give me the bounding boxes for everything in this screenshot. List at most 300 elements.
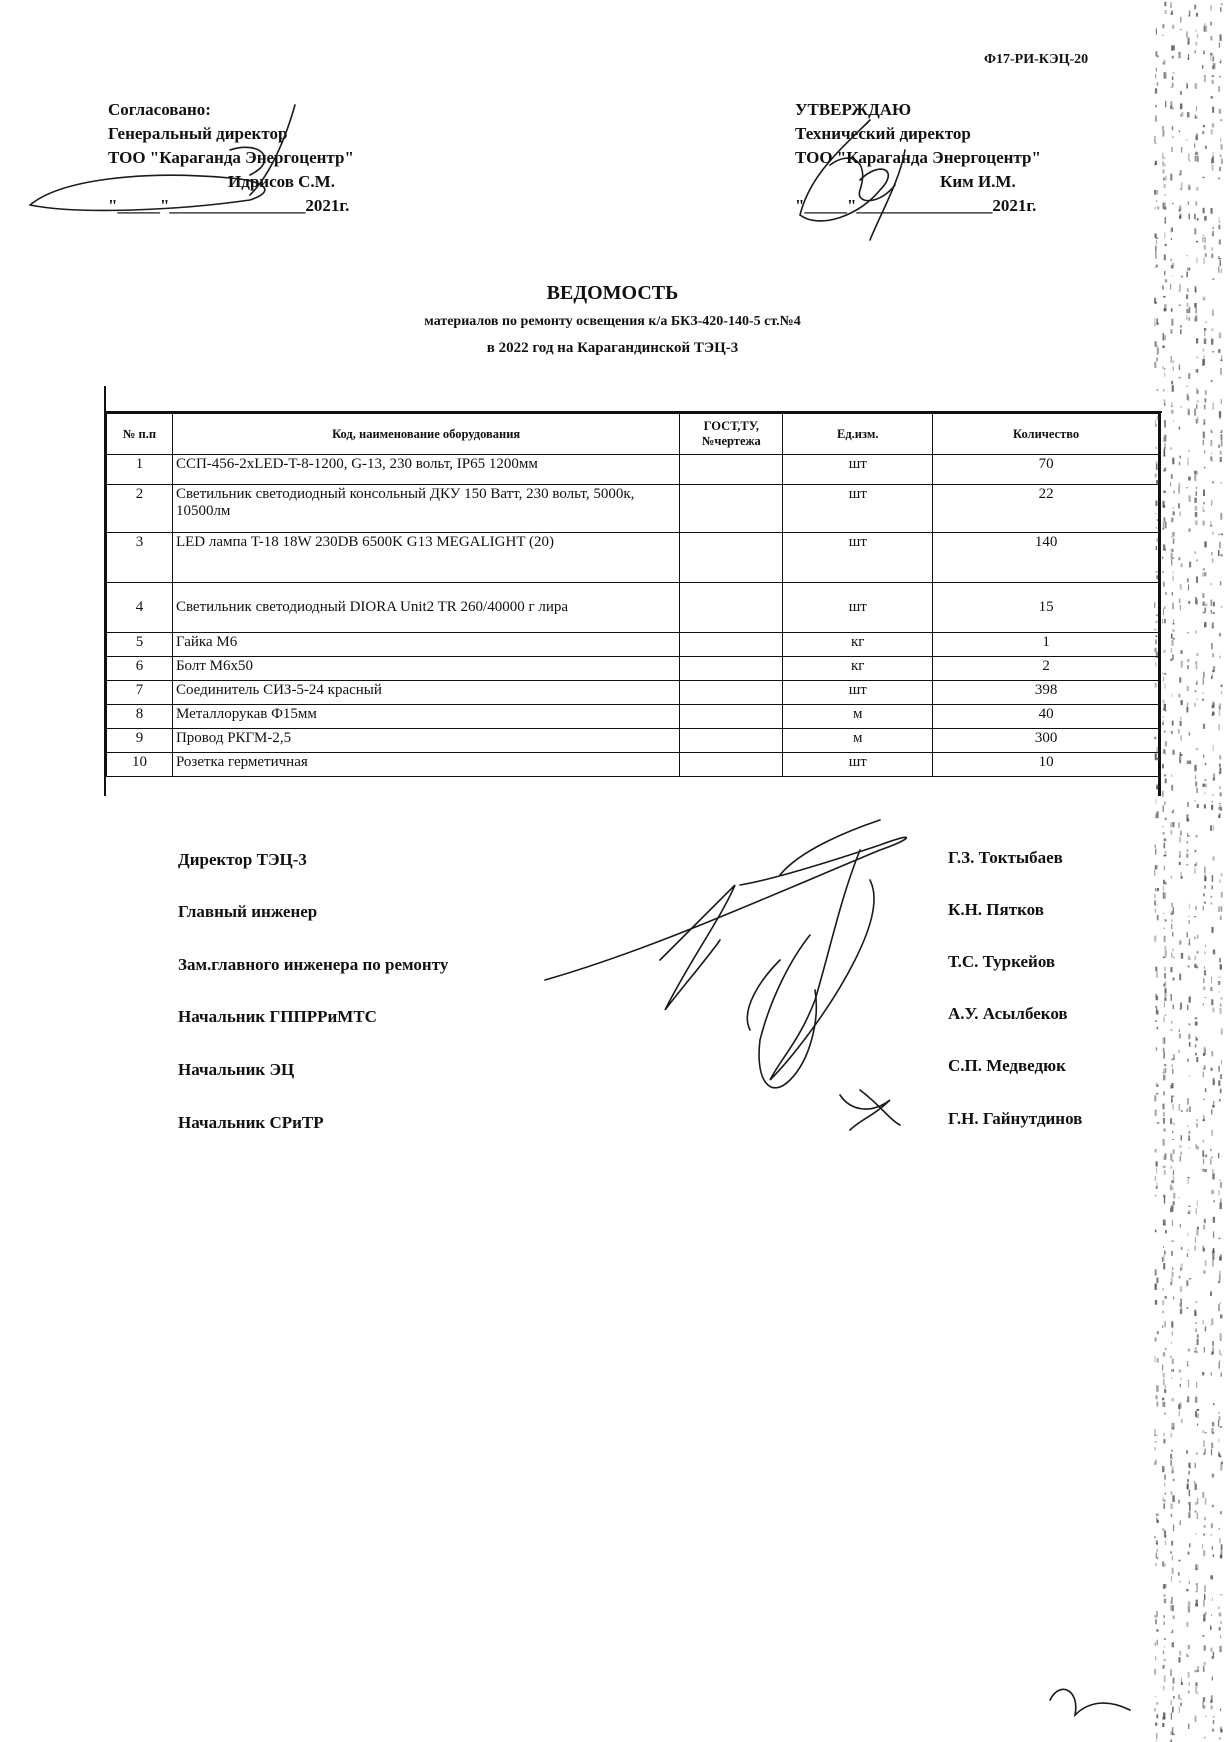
scan-noise-mark — [1155, 246, 1156, 252]
scan-noise-mark — [1219, 633, 1221, 637]
scan-noise-mark — [1163, 1104, 1165, 1110]
scan-noise-mark — [1156, 1518, 1157, 1523]
scan-noise-mark — [1203, 1119, 1205, 1121]
scan-noise-mark — [1213, 1231, 1214, 1237]
scan-noise-mark — [1203, 755, 1204, 758]
scan-noise-mark — [1173, 538, 1175, 544]
scan-noise-mark — [1179, 365, 1180, 371]
scan-noise-mark — [1197, 34, 1199, 39]
scan-noise-mark — [1186, 864, 1188, 866]
scan-noise-mark — [1164, 1412, 1166, 1415]
scan-noise-mark — [1173, 810, 1174, 813]
scan-noise-mark — [1173, 1369, 1174, 1372]
scan-noise-mark — [1163, 184, 1165, 188]
scan-noise-mark — [1188, 966, 1190, 968]
scan-noise-mark — [1164, 1170, 1166, 1175]
scan-noise-mark — [1186, 139, 1187, 140]
scan-noise-mark — [1165, 1541, 1167, 1546]
scan-noise-mark — [1204, 26, 1206, 32]
scan-noise-mark — [1170, 1669, 1171, 1676]
scan-noise-mark — [1181, 1682, 1183, 1685]
scan-noise-mark — [1179, 512, 1181, 516]
scan-noise-mark — [1156, 480, 1158, 485]
scan-noise-mark — [1164, 373, 1165, 377]
scan-noise-mark — [1220, 964, 1222, 969]
scan-noise-mark — [1173, 1170, 1174, 1175]
scan-noise-mark — [1172, 1187, 1174, 1191]
scan-noise-mark — [1204, 338, 1207, 344]
scan-noise-mark — [1163, 1263, 1165, 1269]
scan-noise-mark — [1172, 1556, 1173, 1561]
scan-noise-mark — [1164, 194, 1166, 195]
scan-noise-mark — [1172, 203, 1174, 204]
scan-noise-mark — [1211, 1524, 1213, 1529]
scan-noise-mark — [1173, 72, 1175, 73]
scan-noise-mark — [1172, 1495, 1175, 1502]
scan-noise-mark — [1220, 1635, 1221, 1638]
scan-noise-mark — [1164, 517, 1166, 521]
scan-noise-mark — [1163, 505, 1165, 508]
scan-noise-mark — [1189, 1510, 1191, 1511]
scan-noise-mark — [1165, 988, 1167, 994]
scan-noise-mark — [1205, 1154, 1207, 1157]
scan-noise-mark — [1156, 1168, 1157, 1174]
header-qty: Количество — [933, 414, 1160, 455]
scan-noise-mark — [1154, 753, 1156, 760]
scan-noise-mark — [1171, 559, 1172, 566]
scan-noise-mark — [1180, 91, 1182, 95]
scan-noise-mark — [1156, 265, 1158, 268]
scan-noise-mark — [1180, 456, 1181, 459]
scan-noise-mark — [1162, 35, 1163, 36]
scan-noise-mark — [1189, 734, 1190, 736]
scan-noise-mark — [1178, 1500, 1180, 1504]
cell-num: 5 — [107, 633, 173, 657]
signature-agreed — [30, 105, 295, 210]
scan-noise-mark — [1204, 966, 1205, 969]
scan-noise-mark — [1221, 399, 1222, 404]
scan-noise-mark — [1204, 1662, 1206, 1666]
document-subtitle: материалов по ремонту освещения к/а БКЗ-420-140-5 ст.№4 — [424, 314, 801, 329]
scan-noise-mark — [1205, 997, 1207, 998]
scan-noise-mark — [1203, 1099, 1204, 1101]
scan-noise-mark — [1203, 1003, 1204, 1005]
scan-noise-mark — [1162, 619, 1163, 624]
scan-noise-mark — [1171, 648, 1172, 653]
scan-noise-mark — [1154, 602, 1155, 608]
scan-noise-mark — [1156, 1563, 1157, 1566]
scan-noise-mark — [1219, 724, 1220, 730]
scan-noise-mark — [1211, 380, 1213, 382]
scan-noise-mark — [1187, 1400, 1188, 1402]
scan-noise-mark — [1170, 228, 1172, 233]
scan-noise-mark — [1171, 238, 1172, 240]
scan-noise-mark — [1180, 721, 1182, 726]
scan-noise-mark — [1156, 571, 1158, 573]
scan-noise-mark — [1211, 80, 1213, 84]
scan-noise-mark — [1219, 710, 1221, 716]
scan-noise-mark — [1187, 1307, 1189, 1309]
scan-noise-mark — [1154, 1669, 1156, 1675]
scan-noise-mark — [1218, 1420, 1219, 1427]
scan-noise-mark — [1180, 700, 1182, 705]
scan-noise-mark — [1163, 716, 1164, 718]
scan-noise-mark — [1205, 1169, 1207, 1172]
scan-noise-mark — [1210, 36, 1212, 40]
scan-noise-mark — [1172, 385, 1174, 392]
scan-noise-mark — [1163, 130, 1165, 137]
scan-noise-mark — [1210, 1627, 1212, 1630]
scan-noise-mark — [1172, 1605, 1174, 1611]
scan-noise-mark — [1189, 1148, 1190, 1149]
scan-noise-mark — [1165, 279, 1168, 282]
scan-noise-mark — [1196, 357, 1198, 359]
scan-noise-mark — [1156, 1395, 1158, 1399]
scan-noise-mark — [1221, 3, 1223, 5]
scan-noise-mark — [1188, 1606, 1190, 1613]
scan-noise-mark — [1165, 950, 1167, 956]
scan-noise-mark — [1172, 458, 1174, 465]
scan-noise-mark — [1189, 1131, 1191, 1134]
scan-noise-mark — [1156, 527, 1157, 528]
scan-noise-mark — [1165, 217, 1166, 224]
scan-noise-mark — [1163, 1072, 1164, 1073]
scan-noise-mark — [1212, 1341, 1214, 1346]
scan-noise-mark — [1172, 1427, 1174, 1430]
scan-noise-mark — [1220, 154, 1222, 157]
signature-approved — [800, 120, 905, 240]
scan-noise-mark — [1163, 1112, 1165, 1117]
scan-noise-mark — [1203, 612, 1205, 614]
cell-unit: шт — [783, 455, 933, 485]
approved-heading: УТВЕРЖДАЮ — [795, 100, 912, 119]
scan-noise-mark — [1162, 722, 1163, 725]
scan-noise-mark — [1179, 1034, 1181, 1039]
scan-noise-mark — [1180, 17, 1182, 23]
scan-noise-mark — [1171, 474, 1173, 479]
signatory-name: А.У. Асылбеков — [948, 1004, 1068, 1023]
scan-noise-mark — [1212, 233, 1214, 236]
scan-noise-mark — [1186, 303, 1188, 307]
scan-noise-mark — [1204, 877, 1206, 881]
scan-noise-mark — [1196, 1229, 1198, 1236]
scan-noise-mark — [1202, 1635, 1204, 1637]
scan-noise-mark — [1188, 1135, 1190, 1141]
scan-noise-mark — [1204, 330, 1205, 336]
scan-noise-mark — [1205, 945, 1206, 947]
scan-noise-mark — [1205, 146, 1207, 149]
scan-noise-mark — [1203, 906, 1204, 911]
scan-noise-mark — [1197, 1227, 1199, 1230]
scan-noise-mark — [1197, 1413, 1199, 1418]
scan-noise-mark — [1196, 1123, 1197, 1127]
scan-noise-mark — [1171, 356, 1172, 362]
scan-noise-mark — [1165, 1230, 1167, 1233]
scan-noise-mark — [1211, 254, 1213, 258]
scan-noise-mark — [1163, 700, 1165, 704]
scan-noise-mark — [1180, 650, 1182, 653]
scan-noise-mark — [1219, 418, 1221, 420]
scan-noise-mark — [1194, 800, 1195, 802]
scan-noise-mark — [1188, 1672, 1190, 1678]
scan-noise-mark — [1173, 1005, 1174, 1010]
scan-noise-mark — [1165, 522, 1167, 529]
cell-qty: 140 — [933, 533, 1160, 583]
scan-noise-mark — [1194, 214, 1196, 220]
scan-noise-mark — [1218, 550, 1220, 556]
scan-noise-mark — [1195, 690, 1197, 692]
scan-noise-mark — [1220, 581, 1222, 585]
scan-noise-mark — [1155, 1006, 1157, 1008]
scan-noise-mark — [1155, 683, 1157, 688]
approved-org: ТОО "Караганда Энергоцентр" — [795, 148, 1041, 167]
scan-noise-mark — [1173, 576, 1174, 581]
scan-noise-mark — [1219, 656, 1221, 659]
scan-noise-mark — [1218, 534, 1219, 536]
scan-noise-mark — [1165, 1348, 1167, 1350]
scan-noise-mark — [1196, 241, 1198, 243]
scan-noise-mark — [1179, 1707, 1180, 1713]
scan-noise-mark — [1212, 310, 1214, 316]
scan-noise-mark — [1195, 1484, 1197, 1490]
scan-noise-mark — [1211, 1354, 1213, 1355]
scan-noise-mark — [1211, 1318, 1213, 1324]
header-num: № п.п — [107, 414, 173, 455]
scan-noise-mark — [1171, 876, 1172, 879]
scan-noise-mark — [1202, 1320, 1204, 1324]
scan-noise-mark — [1204, 1065, 1206, 1070]
scan-noise-mark — [1163, 1433, 1165, 1436]
scan-noise-mark — [1181, 1110, 1183, 1112]
scan-noise-mark — [1165, 1535, 1166, 1539]
scan-noise-mark — [1202, 521, 1204, 526]
scan-noise-mark — [1196, 487, 1197, 489]
scan-noise-mark — [1187, 112, 1189, 117]
scan-noise-mark — [1210, 1325, 1211, 1326]
scan-noise-mark — [1196, 1453, 1198, 1455]
scan-noise-mark — [1203, 1614, 1205, 1621]
scan-noise-mark — [1197, 1334, 1199, 1337]
scan-noise-mark — [1187, 665, 1189, 669]
scan-noise-mark — [1171, 536, 1173, 537]
scan-noise-mark — [1211, 500, 1212, 504]
scan-noise-mark — [1204, 867, 1206, 874]
scan-noise-mark — [1188, 1691, 1190, 1694]
scan-noise-mark — [1188, 1471, 1190, 1475]
scan-noise-mark — [1156, 1385, 1158, 1392]
cell-qty: 40 — [933, 705, 1160, 729]
scan-noise-mark — [1165, 1493, 1166, 1495]
scan-noise-mark — [1172, 1466, 1174, 1472]
scan-noise-mark — [1221, 534, 1223, 536]
scan-noise-mark — [1202, 593, 1204, 598]
scan-noise-mark — [1173, 511, 1175, 515]
scan-noise-mark — [1212, 1729, 1214, 1732]
scan-noise-mark — [1197, 1409, 1200, 1411]
scan-noise-mark — [1188, 916, 1190, 917]
scan-noise-mark — [1212, 1474, 1214, 1478]
scan-noise-mark — [1211, 552, 1213, 556]
scan-noise-mark — [1220, 793, 1222, 797]
scan-noise-mark — [1212, 927, 1213, 933]
scan-noise-mark — [1205, 604, 1207, 607]
scan-noise-mark — [1197, 680, 1198, 685]
scan-noise-mark — [1164, 468, 1166, 472]
signatory-name: Г.Н. Гайнутдинов — [948, 1109, 1083, 1128]
scan-noise-mark — [1156, 1733, 1157, 1740]
scan-noise-mark — [1188, 1206, 1190, 1207]
scan-noise-mark — [1218, 1412, 1220, 1414]
scan-noise-mark — [1220, 1708, 1221, 1711]
scan-noise-mark — [1187, 460, 1188, 466]
scan-noise-mark — [1164, 994, 1166, 1001]
scan-noise-mark — [1164, 1037, 1166, 1043]
cell-name: Гайка М6 — [172, 633, 679, 657]
scan-noise-mark — [1189, 1075, 1190, 1076]
scan-noise-mark — [1203, 125, 1205, 127]
scan-noise-mark — [1197, 1146, 1200, 1150]
scan-noise-mark — [1210, 5, 1211, 11]
scan-noise-mark — [1202, 1701, 1204, 1708]
scan-noise-mark — [1195, 1687, 1197, 1694]
scan-noise-mark — [1220, 360, 1222, 362]
scan-noise-mark — [1220, 1199, 1222, 1203]
scan-noise-mark — [1195, 782, 1197, 787]
scan-noise-mark — [1170, 1118, 1172, 1124]
scan-noise-mark — [1210, 1701, 1212, 1702]
scan-noise-mark — [1186, 854, 1188, 858]
scan-noise-mark — [1163, 984, 1165, 987]
scan-noise-mark — [1195, 1591, 1197, 1592]
scan-noise-mark — [1155, 849, 1156, 855]
scan-noise-mark — [1188, 1034, 1190, 1040]
scan-noise-mark — [1179, 305, 1181, 307]
scan-noise-mark — [1157, 1027, 1159, 1030]
scan-noise-mark — [1164, 731, 1166, 733]
signatory-name: К.Н. Пятков — [948, 900, 1044, 919]
scan-noise-mark — [1156, 747, 1158, 753]
scan-noise-mark — [1194, 143, 1195, 147]
scan-noise-mark — [1178, 729, 1179, 734]
scan-noise-mark — [1155, 1269, 1157, 1276]
scan-noise-mark — [1171, 518, 1173, 523]
scan-noise-mark — [1196, 307, 1197, 314]
scan-noise-mark — [1164, 72, 1165, 79]
scan-noise-mark — [1212, 558, 1214, 563]
scan-noise-mark — [1203, 678, 1204, 685]
scan-noise-mark — [1179, 974, 1181, 981]
scan-noise-mark — [1205, 390, 1207, 395]
scan-noise-mark — [1221, 1060, 1222, 1065]
scan-noise-mark — [1162, 1723, 1164, 1727]
scan-noise-mark — [1171, 640, 1173, 646]
scan-noise-mark — [1164, 1017, 1165, 1023]
scan-noise-mark — [1187, 1005, 1188, 1010]
scan-noise-mark — [1196, 599, 1198, 605]
scan-noise-mark — [1204, 52, 1205, 54]
scan-noise-mark — [1187, 58, 1189, 60]
scan-noise-mark — [1171, 1251, 1173, 1256]
scan-noise-mark — [1156, 546, 1157, 550]
scan-noise-mark — [1163, 1048, 1165, 1052]
document-subtitle-year: в 2022 год на Карагандинской ТЭЦ-3 — [486, 340, 739, 356]
scan-noise-mark — [1211, 977, 1212, 984]
scan-noise-mark — [1203, 602, 1205, 606]
scan-noise-mark — [1162, 805, 1164, 811]
scan-noise-mark — [1203, 1697, 1205, 1702]
scan-noise-mark — [1156, 1514, 1157, 1516]
scan-noise-mark — [1187, 578, 1189, 582]
scan-noise-mark — [1180, 189, 1182, 190]
scan-noise-mark — [1170, 659, 1172, 662]
scan-noise-mark — [1212, 1008, 1214, 1013]
scan-noise-mark — [1163, 169, 1165, 173]
scan-noise-mark — [1154, 900, 1156, 905]
scan-noise-mark — [1195, 1044, 1197, 1047]
scan-noise-mark — [1195, 1682, 1197, 1686]
scan-noise-mark — [1156, 621, 1158, 623]
scan-noise-mark — [1213, 773, 1215, 779]
scan-noise-mark — [1171, 406, 1173, 407]
scan-noise-mark — [1220, 1182, 1222, 1188]
cell-num: 2 — [107, 485, 173, 533]
scan-noise-mark — [1157, 190, 1159, 195]
scan-noise-mark — [1194, 5, 1196, 10]
scan-noise-mark — [1197, 1513, 1199, 1519]
scan-noise-mark — [1172, 108, 1174, 110]
scan-noise-mark — [1171, 994, 1172, 1001]
scan-noise-mark — [1203, 490, 1205, 497]
scan-noise-mark — [1170, 1085, 1172, 1089]
scan-noise-mark — [1210, 825, 1212, 831]
scan-noise-mark — [1189, 1106, 1191, 1112]
scan-noise-mark — [1195, 1716, 1197, 1723]
scan-noise-mark — [1171, 1700, 1173, 1705]
scan-noise-mark — [1163, 1379, 1165, 1385]
scan-noise-mark — [1213, 602, 1215, 607]
scan-noise-mark — [1186, 707, 1188, 713]
scan-noise-mark — [1162, 673, 1163, 675]
scan-noise-mark — [1155, 1338, 1157, 1342]
scan-noise-mark — [1212, 107, 1214, 113]
scan-noise-mark — [1204, 1645, 1206, 1650]
scan-noise-mark — [1155, 1656, 1156, 1660]
scan-noise-mark — [1203, 1440, 1204, 1447]
scan-noise-mark — [1154, 1356, 1155, 1362]
scan-noise-mark — [1219, 43, 1220, 48]
scan-noise-mark — [1178, 487, 1179, 494]
scan-noise-mark — [1221, 144, 1223, 150]
scan-noise-mark — [1165, 919, 1167, 921]
scan-noise-mark — [1219, 109, 1221, 114]
scan-noise-mark — [1173, 1524, 1174, 1531]
scan-noise-mark — [1212, 75, 1215, 76]
scan-noise-mark — [1162, 1466, 1165, 1472]
scan-noise-mark — [1164, 1002, 1165, 1007]
scan-noise-mark — [1179, 1145, 1181, 1147]
scan-noise-mark — [1172, 126, 1174, 130]
scan-noise-mark — [1171, 1713, 1172, 1720]
scan-noise-mark — [1164, 774, 1166, 776]
scan-noise-mark — [1221, 873, 1223, 876]
scan-noise-mark — [1188, 450, 1190, 452]
scan-noise-mark — [1163, 346, 1164, 349]
scan-noise-mark — [1180, 1378, 1181, 1381]
scan-noise-mark — [1178, 1572, 1179, 1576]
scan-noise-mark — [1172, 1064, 1173, 1067]
scan-noise-mark — [1156, 1047, 1157, 1050]
scan-noise-mark — [1154, 362, 1156, 368]
